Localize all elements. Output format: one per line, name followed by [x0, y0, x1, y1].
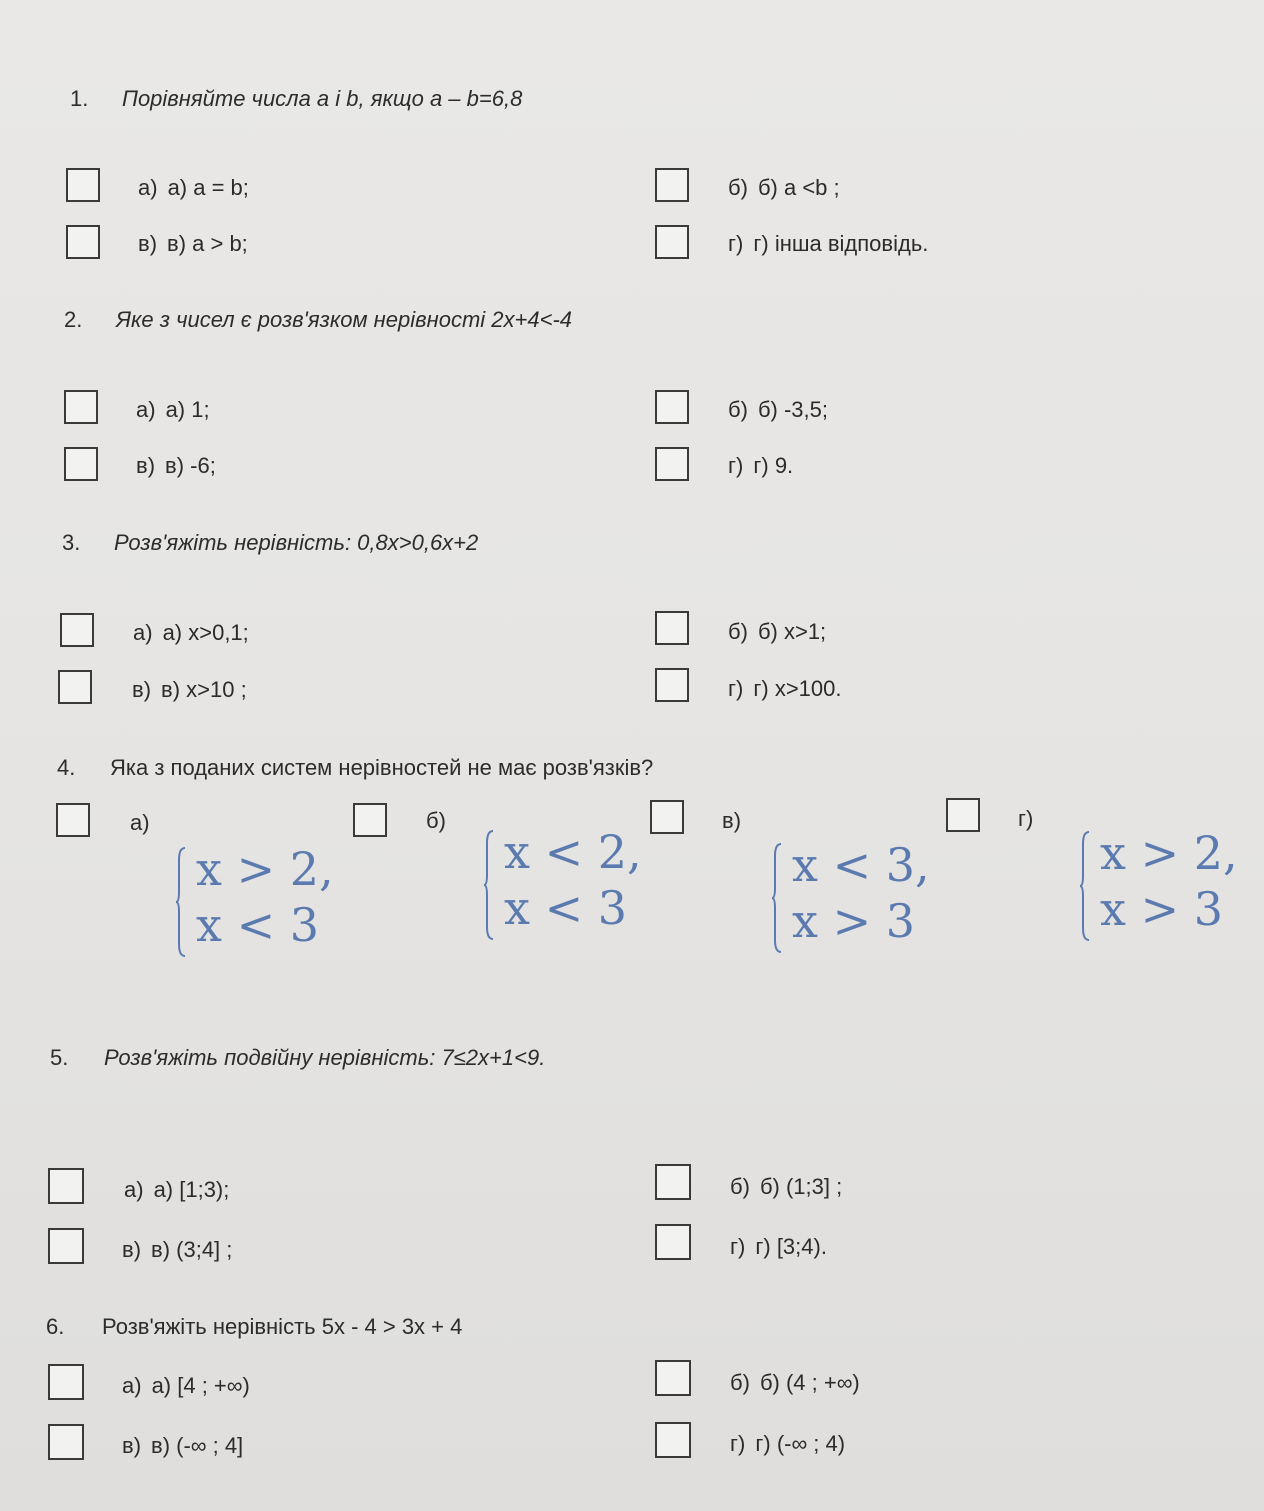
answer-option: г) г) x>100.: [728, 676, 842, 701]
answer-checkbox[interactable]: [353, 803, 387, 837]
answer-checkbox[interactable]: [64, 447, 98, 481]
answer-checkbox[interactable]: [655, 1164, 691, 1200]
answer-option: б) б) (1;3] ;: [730, 1174, 843, 1199]
inequality-line: x > 2,: [196, 842, 334, 896]
inequality-line: x < 3: [196, 898, 319, 952]
answer-checkbox[interactable]: [650, 800, 684, 834]
question-text: Яке з чисел є розв'язком нерівності 2x+4<-4: [116, 307, 573, 332]
answer-option: б) б) -3,5;: [728, 397, 828, 422]
answer-checkbox[interactable]: [655, 1224, 691, 1260]
answer-checkbox[interactable]: [655, 168, 689, 202]
answer-checkbox[interactable]: [48, 1364, 84, 1400]
question-text: Порівняйте числа a і b, якщо a – b=6,8: [122, 86, 523, 111]
answer-checkbox[interactable]: [655, 1422, 691, 1458]
inequality-system: [1080, 826, 1240, 946]
answer-checkbox[interactable]: [66, 225, 100, 259]
answer-option-label: а): [130, 810, 150, 835]
answer-option: а) а) 1;: [136, 397, 210, 422]
inequality-line: x > 2,: [1100, 826, 1238, 880]
answer-checkbox[interactable]: [48, 1424, 84, 1460]
question-number: 6.: [46, 1314, 65, 1339]
answer-option: в) в) x>10 ;: [132, 677, 247, 702]
inequality-system: [484, 825, 644, 945]
answer-option: б) б) x>1;: [728, 619, 827, 644]
answer-checkbox[interactable]: [58, 670, 92, 704]
question-number: 4.: [57, 755, 76, 780]
inequality-line: x < 3,: [792, 838, 930, 892]
answer-option-label: б): [426, 808, 446, 833]
answer-option: г) г) інша відповідь.: [728, 231, 929, 256]
answer-checkbox[interactable]: [66, 168, 100, 202]
answer-checkbox[interactable]: [60, 613, 94, 647]
inequality-system: [176, 842, 334, 962]
inequality-line: x < 2,: [504, 825, 642, 879]
answer-checkbox[interactable]: [655, 225, 689, 259]
question-number: 5.: [50, 1045, 69, 1070]
brace-icon: [176, 846, 186, 958]
brace-icon: [772, 842, 782, 954]
answer-checkbox[interactable]: [946, 798, 980, 832]
question-text: Розв'яжіть подвійну нерівність: 7≤2x+1<9.: [104, 1045, 546, 1070]
answer-option: а) а) a = b;: [138, 175, 249, 200]
answer-checkbox[interactable]: [56, 803, 90, 837]
question-text: Розв'яжіть нерівність 5x - 4 > 3x + 4: [102, 1314, 463, 1339]
answer-option: г) г) [3;4).: [730, 1234, 827, 1259]
answer-checkbox[interactable]: [655, 447, 689, 481]
answer-option: г) г) (-∞ ; 4): [730, 1431, 846, 1456]
question-text: Яка з поданих систем нерівностей не має розв'язків?: [110, 755, 654, 780]
answer-option: б) б) (4 ; +∞): [730, 1370, 860, 1395]
answer-checkbox[interactable]: [64, 390, 98, 424]
answer-option: а) а) [4 ; +∞): [122, 1373, 250, 1398]
answer-option: в) в) a > b;: [138, 231, 248, 256]
brace-icon: [1080, 830, 1090, 942]
answer-option: а) а) x>0,1;: [133, 620, 249, 645]
brace-icon: [484, 829, 494, 941]
answer-checkbox[interactable]: [655, 611, 689, 645]
answer-checkbox[interactable]: [48, 1168, 84, 1204]
inequality-line: x > 3: [1100, 882, 1223, 936]
answer-checkbox[interactable]: [655, 1360, 691, 1396]
answer-checkbox[interactable]: [48, 1228, 84, 1264]
answer-option: в) в) (3;4] ;: [122, 1237, 233, 1262]
answer-option: в) в) (-∞ ; 4]: [122, 1433, 244, 1458]
question-number: 1.: [70, 86, 89, 111]
inequality-system: [772, 838, 932, 958]
inequality-line: x > 3: [792, 894, 915, 948]
answer-checkbox[interactable]: [655, 390, 689, 424]
answer-option-label: в): [722, 808, 742, 833]
answer-option-label: г): [1018, 806, 1034, 831]
answer-option: а) а) [1;3);: [124, 1177, 230, 1202]
answer-option: в) в) -6;: [136, 453, 216, 478]
answer-option: г) г) 9.: [728, 453, 794, 478]
question-number: 2.: [64, 307, 83, 332]
inequality-line: x < 3: [504, 881, 627, 935]
question-text: Розв'яжіть нерівність: 0,8x>0,6x+2: [114, 530, 479, 555]
answer-option: б) б) a <b ;: [728, 175, 840, 200]
answer-checkbox[interactable]: [655, 668, 689, 702]
question-number: 3.: [62, 530, 81, 555]
